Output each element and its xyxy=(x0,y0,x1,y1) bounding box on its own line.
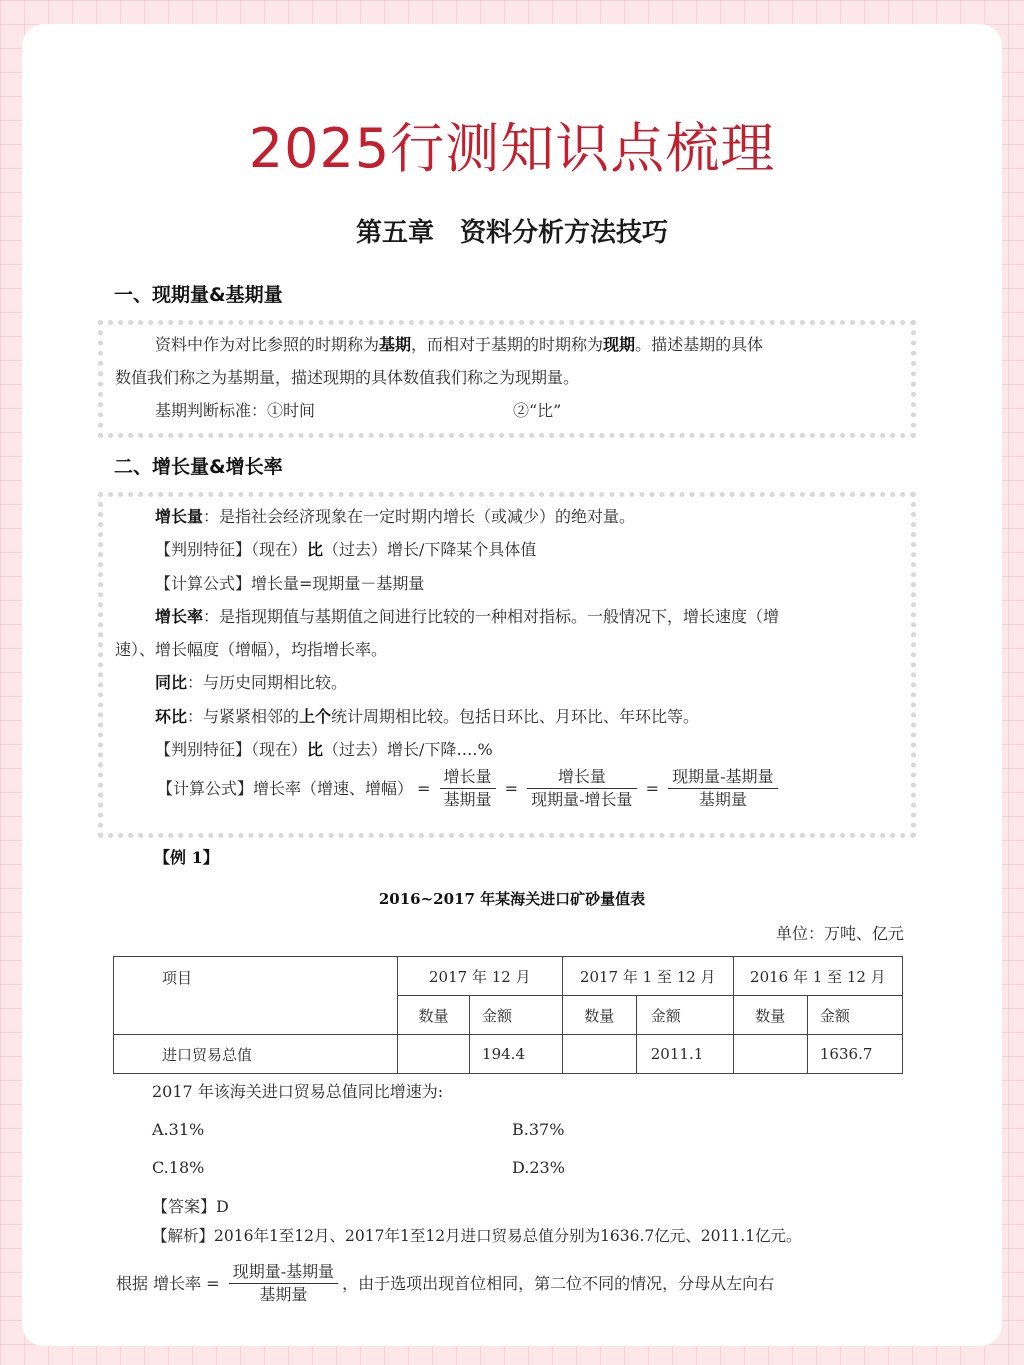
text: 。描述基期的具体 xyxy=(635,335,764,354)
fraction-numerator: 增长量 xyxy=(440,769,496,789)
subheader-amt: 金额 xyxy=(470,996,563,1035)
chapter-title: 第五章 资料分析方法技巧 xyxy=(355,218,668,248)
equals-sign: = xyxy=(645,778,660,798)
text: ：是指现期值与基期值之间进行比较的一种相对指标。一般情况下，增长速度（增 xyxy=(203,607,780,626)
fraction-2 xyxy=(527,769,636,808)
option-b: B.37% xyxy=(512,1120,565,1139)
header-period-2: 2017 年 1 至 12 月 xyxy=(562,957,733,996)
section-2-box xyxy=(98,492,916,838)
text: （过去）增长/下降….% xyxy=(323,740,493,759)
header-item: 项目 xyxy=(114,957,398,1035)
analysis-text: 【解析】2016年1至12月、2017年1至12月进口贸易总值分别为1636.7亿元、2011.1亿元。 xyxy=(152,1227,802,1245)
formula-label: 【计算公式】增长率（增速、增幅） xyxy=(157,778,414,798)
growth-amount-def xyxy=(155,509,635,525)
subheader-amt: 金额 xyxy=(807,996,902,1035)
text: 统计周期相比较。包括日环比、月环比、年环比等。 xyxy=(331,707,700,726)
page-title: 2025行测知识点梳理 xyxy=(248,117,776,180)
text: 【判别特征】（现在） xyxy=(155,740,308,759)
option-c: C.18% xyxy=(152,1158,205,1177)
text: 根据 增长率 = xyxy=(116,1273,220,1293)
subheader-qty: 数量 xyxy=(397,996,469,1035)
text: ：与紧紧相邻的 xyxy=(187,707,300,726)
term-previous: 上个 xyxy=(299,707,332,726)
section-1-criteria-2: ②“比” xyxy=(513,401,562,420)
fraction-denominator: 基期量 xyxy=(259,1285,308,1304)
term-current-period: 现期 xyxy=(603,335,636,354)
term-bi: 比 xyxy=(307,540,324,559)
text: ，而相对于基期的时期称为 xyxy=(411,335,604,354)
subheader-amt: 金额 xyxy=(636,996,733,1035)
analysis-formula-line xyxy=(114,1264,776,1303)
fraction-numerator: 现期量-基期量 xyxy=(229,1264,338,1284)
growth-amount-formula: 【计算公式】增长量=现期量－基期量 xyxy=(155,574,425,593)
subheader-qty: 数量 xyxy=(733,996,807,1035)
text: ：与历史同期相比较。 xyxy=(187,673,348,692)
example-label: 【例 1】 xyxy=(154,848,219,867)
text: 资料中作为对比参照的时期称为 xyxy=(155,335,380,354)
fraction-denominator: 基期量 xyxy=(698,790,747,809)
growth-rate-feature xyxy=(155,742,493,758)
text: 【判别特征】（现在） xyxy=(155,540,308,559)
option-d: D.23% xyxy=(512,1158,565,1177)
yoy-def xyxy=(155,675,347,691)
term-base-period: 基期 xyxy=(379,335,412,354)
table-row xyxy=(114,1035,903,1074)
table-cell xyxy=(562,1035,636,1074)
growth-amount-feature xyxy=(155,542,536,558)
row-label: 进口贸易总值 xyxy=(114,1035,398,1074)
text: ：是指社会经济现象在一定时期内增长（或减少）的绝对量。 xyxy=(203,507,636,526)
fraction-1 xyxy=(440,769,496,808)
document-page xyxy=(22,24,1002,1346)
mom-def xyxy=(155,709,699,725)
section-1-box xyxy=(98,320,916,438)
term-yoy: 同比 xyxy=(155,673,188,692)
section-1-para-2: 数值我们称之为基期量，描述现期的具体数值我们称之为现期量。 xyxy=(115,368,580,387)
header-period-3: 2016 年 1 至 12 月 xyxy=(733,957,902,996)
table-cell: 2011.1 xyxy=(636,1035,733,1074)
section-1-criteria: 基期判断标准：①时间 xyxy=(155,401,316,420)
question-text: 2017 年该海关进口贸易总值同比增速为: xyxy=(152,1082,444,1101)
growth-rate-formula xyxy=(155,769,780,808)
table-header-row xyxy=(114,957,903,996)
term-growth-amount: 增长量 xyxy=(155,507,204,526)
table-cell xyxy=(397,1035,469,1074)
table-title: 2016~2017 年某海关进口矿砂量值表 xyxy=(378,890,646,908)
table-unit: 单位：万吨、亿元 xyxy=(775,924,904,943)
fraction-growth-rate xyxy=(229,1264,338,1303)
term-growth-rate: 增长率 xyxy=(155,607,204,626)
table-cell: 1636.7 xyxy=(807,1035,902,1074)
section-2-heading: 二、增长量&增长率 xyxy=(114,456,283,478)
option-a: A.31% xyxy=(152,1120,205,1139)
equals-sign: = xyxy=(417,778,431,798)
growth-rate-def xyxy=(155,609,779,625)
growth-rate-def-cont: 速）、增长幅度（增幅），均指增长率。 xyxy=(115,640,388,659)
equals-sign: = xyxy=(504,778,519,798)
text: （过去）增长/下降某个具体值 xyxy=(323,540,537,559)
table-cell xyxy=(733,1035,807,1074)
term-mom: 环比 xyxy=(155,707,188,726)
answer-text: 【答案】D xyxy=(152,1197,229,1216)
section-1-heading: 一、现期量&基期量 xyxy=(114,284,283,306)
fraction-3 xyxy=(668,769,777,808)
fraction-denominator: 现期量-增长量 xyxy=(531,790,633,809)
subheader-qty: 数量 xyxy=(562,996,636,1035)
fraction-numerator: 现期量-基期量 xyxy=(668,769,777,789)
term-bi: 比 xyxy=(307,740,324,759)
table-cell: 194.4 xyxy=(470,1035,563,1074)
header-period-1: 2017 年 12 月 xyxy=(397,957,562,996)
fraction-denominator: 基期量 xyxy=(443,790,492,809)
data-table xyxy=(113,956,903,1074)
section-1-para-1 xyxy=(155,337,763,353)
fraction-numerator: 增长量 xyxy=(527,769,636,789)
text: ，由于选项出现首位相同，第二位不同的情况，分母从左向右 xyxy=(342,1273,775,1293)
